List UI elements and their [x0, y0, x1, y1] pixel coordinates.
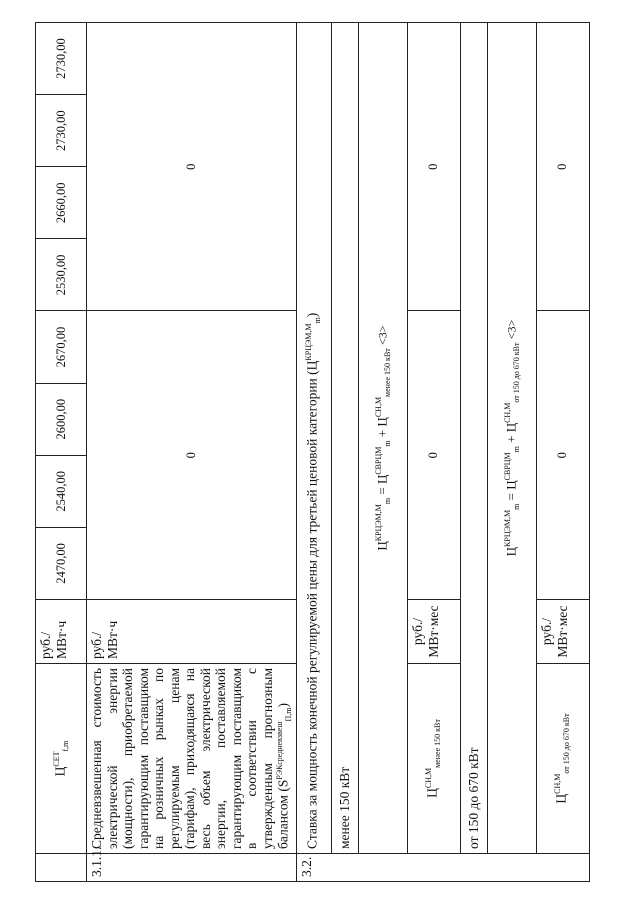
table-row-network-cost [36, 23, 87, 882]
value-less-150-second: 0 [407, 23, 460, 312]
table-row-150-670-formula [487, 23, 536, 882]
symbol-150-670: $Ц^{СН,М}_{от 150 до 670 кВт}$ [536, 664, 589, 854]
table-row-less-150-values [407, 23, 460, 882]
value-150-670-second: 0 [536, 23, 589, 312]
cell-unit: руб./МВт·ч [36, 600, 87, 664]
value-cell: 2540,00 [36, 455, 87, 527]
value-cell: 2530,00 [36, 239, 87, 311]
value-150-670-first: 0 [536, 311, 589, 600]
value-less-150-first: 0 [407, 311, 460, 600]
cell-symbol-network: $Ц^{СЕТ}_{f,m}$ [36, 664, 87, 854]
unit-150-670: руб./ МВт·мес [536, 600, 589, 664]
value-cell: 2670,00 [36, 311, 87, 383]
table-row-3-1-1 [87, 23, 297, 882]
value-cell-second-half: 0 [87, 23, 297, 312]
table-row-150-670-values [536, 23, 589, 882]
table-row-3-2 [296, 23, 331, 882]
row-number: 3.2. [296, 854, 589, 882]
row-description-3-2: Ставка за мощность конечной регулируемой цены для третьей ценовой категории $(Ц^{КРЦЭМ,М}_m)$ [296, 23, 331, 854]
tariff-table [35, 22, 590, 882]
value-cell-first-half: 0 [87, 311, 297, 600]
rotated-document-page [35, 22, 610, 882]
formula-less-150: $Ц^{КРЦЭМ,М}_m = Ц^{СВРЦМ}_m + Ц^{СН,М}_{менее 150 кВт} <3>$ [358, 23, 407, 854]
formula-150-670: $Ц^{КРЦЭМ,М}_m = Ц^{СВРЦМ}_m + Ц^{СН,М}_{от 150 до 670 кВт} <3>$ [487, 23, 536, 854]
cell-unit: руб./МВт·ч [87, 600, 297, 664]
table-row-less-150-label [331, 23, 358, 882]
value-cell: 2730,00 [36, 95, 87, 167]
cell-empty-number [36, 854, 87, 882]
unit-less-150: руб./ МВт·мес [407, 600, 460, 664]
row-description: Средневзвешенная стоимость электрической энергии (мощности), приобретаемой гарантирующим поставщиком на розничных рынках по регулируемым ценам (тарифам), приходящаяся на весь объем электрической энергии, поставляемой гарантирующим поставщиком в соответствии с утвержденным прогнозным балансом $(S^{РЭКсредневзвеш}_{П,m})$ [87, 664, 297, 854]
table-row-less-150-formula [358, 23, 407, 882]
label-150-670: от 150 до 670 кВт [460, 23, 487, 854]
table-row-150-670-label [460, 23, 487, 882]
symbol-less-150: $Ц^{СН,М}_{менее 150 кВт}$ [407, 664, 460, 854]
value-cell: 2660,00 [36, 167, 87, 239]
value-cell: 2470,00 [36, 527, 87, 599]
value-cell: 2730,00 [36, 23, 87, 95]
label-less-150: менее 150 кВт [331, 23, 358, 854]
row-number: 3.1.1. [87, 854, 297, 882]
value-cell: 2600,00 [36, 383, 87, 455]
